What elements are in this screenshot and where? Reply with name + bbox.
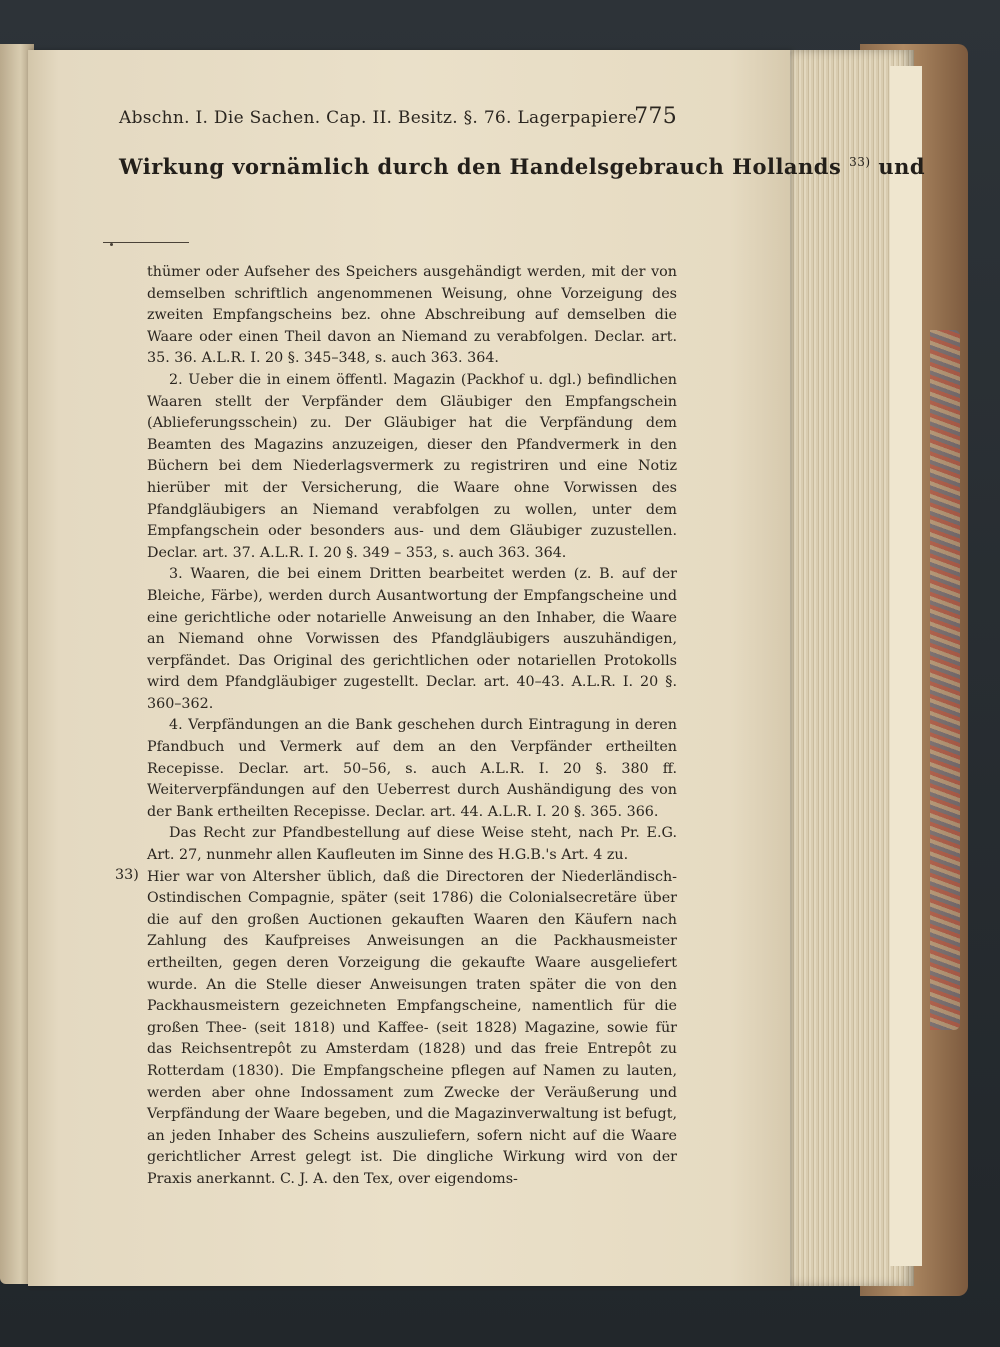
footnote-number: 33) bbox=[115, 866, 139, 883]
paragraph: 3. Waaren, die bei einem Dritten bearbeitet werden (z. B. auf der Bleiche, Färbe), werden durch Ausantwortung der Empfangscheine und eine gerichtliche oder notarielle Anweisung an den Inhaber, die Waare an Niemand ohne Vorwissen des Pfandgläubigers auszuhändigen, verpfändet. Das Original des gerichtlichen oder notariellen Protokolls wird dem Pfandgläubiger zugestellt. Declar. art. 40–43. A.L.R. I. 20 §. 360–362. bbox=[147, 566, 677, 712]
rule-mark bbox=[110, 243, 113, 246]
footnote-reference: 33) bbox=[849, 155, 871, 169]
main-line-text: Wirkung vornämlich durch den Handelsgebrauch Hollands bbox=[119, 154, 842, 179]
inner-page-edge bbox=[890, 66, 922, 1266]
continued-text-line bbox=[119, 154, 926, 179]
page-number: 775 bbox=[634, 104, 677, 129]
paragraph: Das Recht zur Pfandbestellung auf diese Weise steht, nach Pr. E.G. Art. 27, nunmehr allen Kaufleuten im Sinne des H.G.B.'s Art. 4 zu. bbox=[147, 825, 677, 864]
footnote-text: Hier war von Altersher üblich, daß die Directoren der Niederländisch-Ostindischen Compagnie, später (seit 1786) die Colonialsecretäre über die auf den großen Auctionen gekauften Waaren den Käufern nach Zahlung des Kaufpreises Anweisungen an die Packhausmeister ertheilten, gegen deren Vorzeigung die gekaufte Waare ausgeliefert wurde. An die Stelle dieser Anweisungen traten später die von den Packhausmeistern gezeichneten Empfangscheine, namentlich für die großen Thee- (seit 1818) und Kaffee- (seit 1828) Magazine, sowie für das Reichsentrepôt zu Amsterdam (1828) und das freie Entrepôt zu Rotterdam (1830). Die Empfangscheine pflegen auf Namen zu lauten, werden aber ohne Indossament zum Zwecke der Veräußerung und Verpfändung der Waare begeben, und die Magazinverwaltung ist befugt, an jeden Inhaber des Scheins auszuliefern, sofern nicht auf die Waare gerichtlicher Arrest gelegt ist. Die dingliche Wirkung wird von der Praxis anerkannt. C. J. A. den Tex, over eigendoms- bbox=[147, 868, 677, 1187]
footnote-rule bbox=[103, 242, 189, 243]
running-head bbox=[119, 104, 677, 129]
main-line-tail: und bbox=[870, 154, 926, 179]
paragraph: 4. Verpfändungen an die Bank geschehen durch Eintragung in deren Pfandbuch und Vermerk auf dem an den Verpfänder ertheilten Recepisse. Declar. art. 50–56, s. auch A.L.R. I. 20 §. 380 ff. Weiterverpfändungen auf den Ueberrest durch Aushändigung des von der Bank ertheilten Recepisse. Declar. art. 44. A.L.R. I. 20 §. 365. 366. bbox=[147, 717, 677, 820]
paragraph: thümer oder Aufseher des Speichers ausgehändigt werden, mit der von demselben schriftlich angenommenen Weisung, ohne Vorzeigung des zweiten Empfangscheins bez. ohne Abschreibung auf demselben die Waare oder einen Theil davon an Niemand zu verabfolgen. Declar. art. 35. 36. A.L.R. I. 20 §. 345–348, s. auch 363. 364. bbox=[147, 264, 677, 367]
running-head-text: Abschn. I. Die Sachen. Cap. II. Besitz. §. 76. Lagerpapiere. bbox=[119, 108, 643, 128]
paragraph: 2. Ueber die in einem öffentl. Magazin (Packhof u. dgl.) befindlichen Waaren stellt der Verpfänder dem Gläubiger den Empfangschein (Ablieferungsschein) zu. Der Gläubiger hat die Verpfändung dem Beamten des Magazins anzuzeigen, dieser den Pfandvermerk in den Büchern bei dem Niederlagsvermerk zu registriren und eine Notiz hierüber mit der Versicherung, die Waare ohne Vorwissen des Pfandgläubigers an Niemand verabfolgen zu wollen, unter dem Empfangschein oder besonders aus- und dem Gläubiger zuzustellen. Declar. art. 37. A.L.R. I. 20 §. 349 – 353, s. auch 363. 364. bbox=[147, 371, 677, 561]
marbled-edge bbox=[930, 330, 960, 1030]
footnote-body bbox=[147, 262, 677, 1191]
